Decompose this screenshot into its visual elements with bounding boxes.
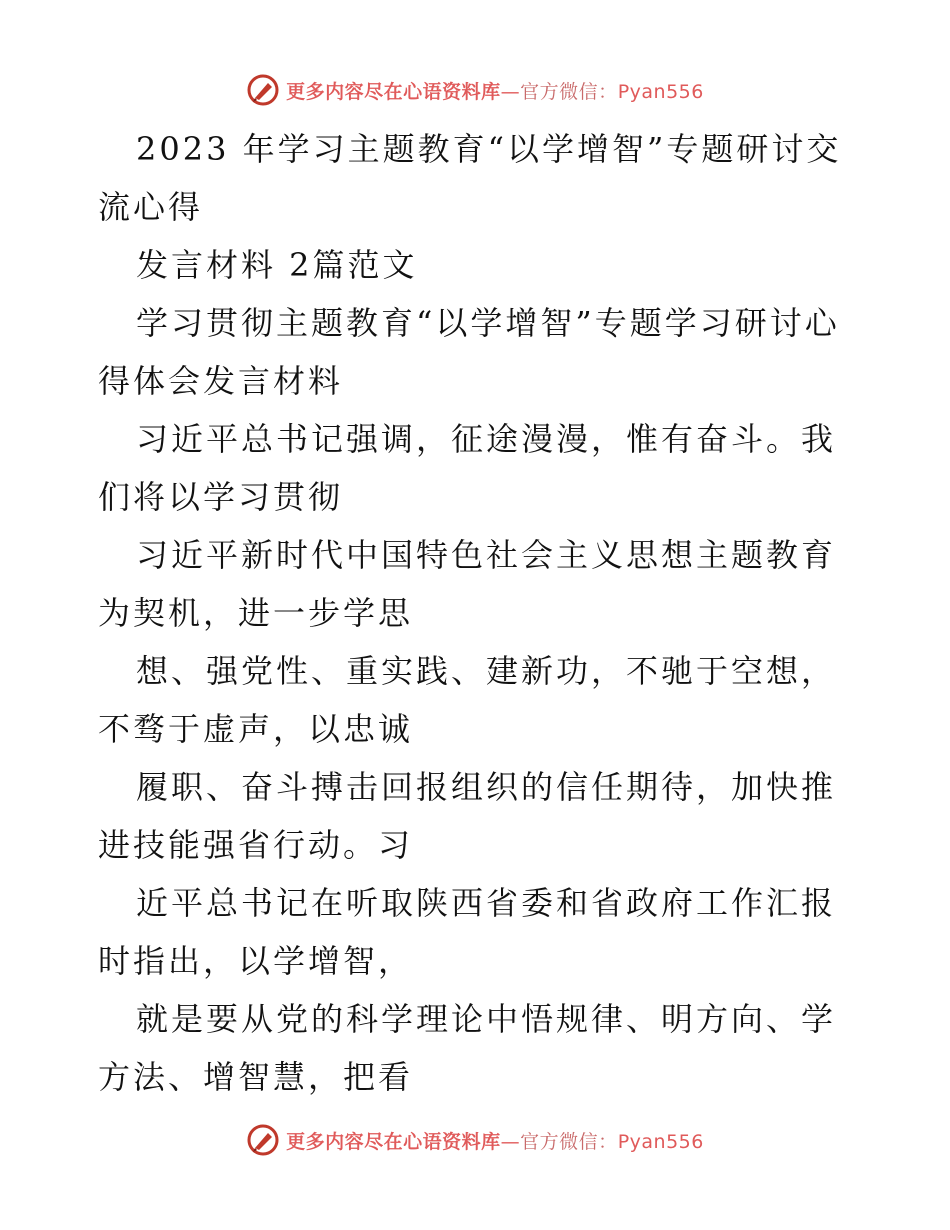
banner-main-text: 更多内容尽在心语资料库 bbox=[286, 80, 501, 103]
pen-logo-icon bbox=[246, 73, 280, 107]
doc-subtitle: 学习贯彻主题教育“以学增智”专题学习研讨心得体会发言材料 bbox=[98, 304, 840, 400]
document-body bbox=[98, 120, 858, 1106]
body-paragraph: 履职、奋斗搏击回报组织的信任期待，加快推进技能强省行动。习 bbox=[98, 768, 837, 864]
doc-title-line-1: 2023 年学习主题教育“以学增智”专题研讨交流心得 bbox=[98, 130, 842, 226]
body-paragraph: 近平总书记在听取陕西省委和省政府工作汇报时指出，以学增智， bbox=[98, 884, 837, 980]
header-watermark-banner bbox=[0, 70, 950, 110]
banner-contact-label: 官方微信： bbox=[520, 1130, 618, 1153]
banner-contact-id: Pyan556 bbox=[617, 1130, 704, 1153]
banner-dash: — bbox=[500, 1130, 521, 1153]
banner-contact-id: Pyan556 bbox=[617, 80, 704, 103]
body-paragraph: 习近平新时代中国特色社会主义思想主题教育为契机，进一步学思 bbox=[98, 536, 837, 632]
banner-dash: — bbox=[500, 80, 521, 103]
doc-title-line-2: 发言材料 2篇范文 bbox=[136, 246, 418, 284]
body-paragraph: 想、强党性、重实践、建新功，不驰于空想，不骛于虚声，以忠诚 bbox=[98, 652, 837, 748]
banner-contact-label: 官方微信： bbox=[520, 80, 618, 103]
banner-text bbox=[286, 77, 704, 104]
footer-watermark-banner bbox=[0, 1120, 950, 1160]
body-paragraph: 习近平总书记强调，征途漫漫，惟有奋斗。我们将以学习贯彻 bbox=[98, 420, 837, 516]
pen-logo-icon bbox=[246, 1123, 280, 1157]
banner-main-text: 更多内容尽在心语资料库 bbox=[286, 1130, 501, 1153]
banner-text bbox=[286, 1127, 704, 1154]
body-paragraph: 就是要从党的科学理论中悟规律、明方向、学方法、增智慧，把看 bbox=[98, 1000, 837, 1096]
